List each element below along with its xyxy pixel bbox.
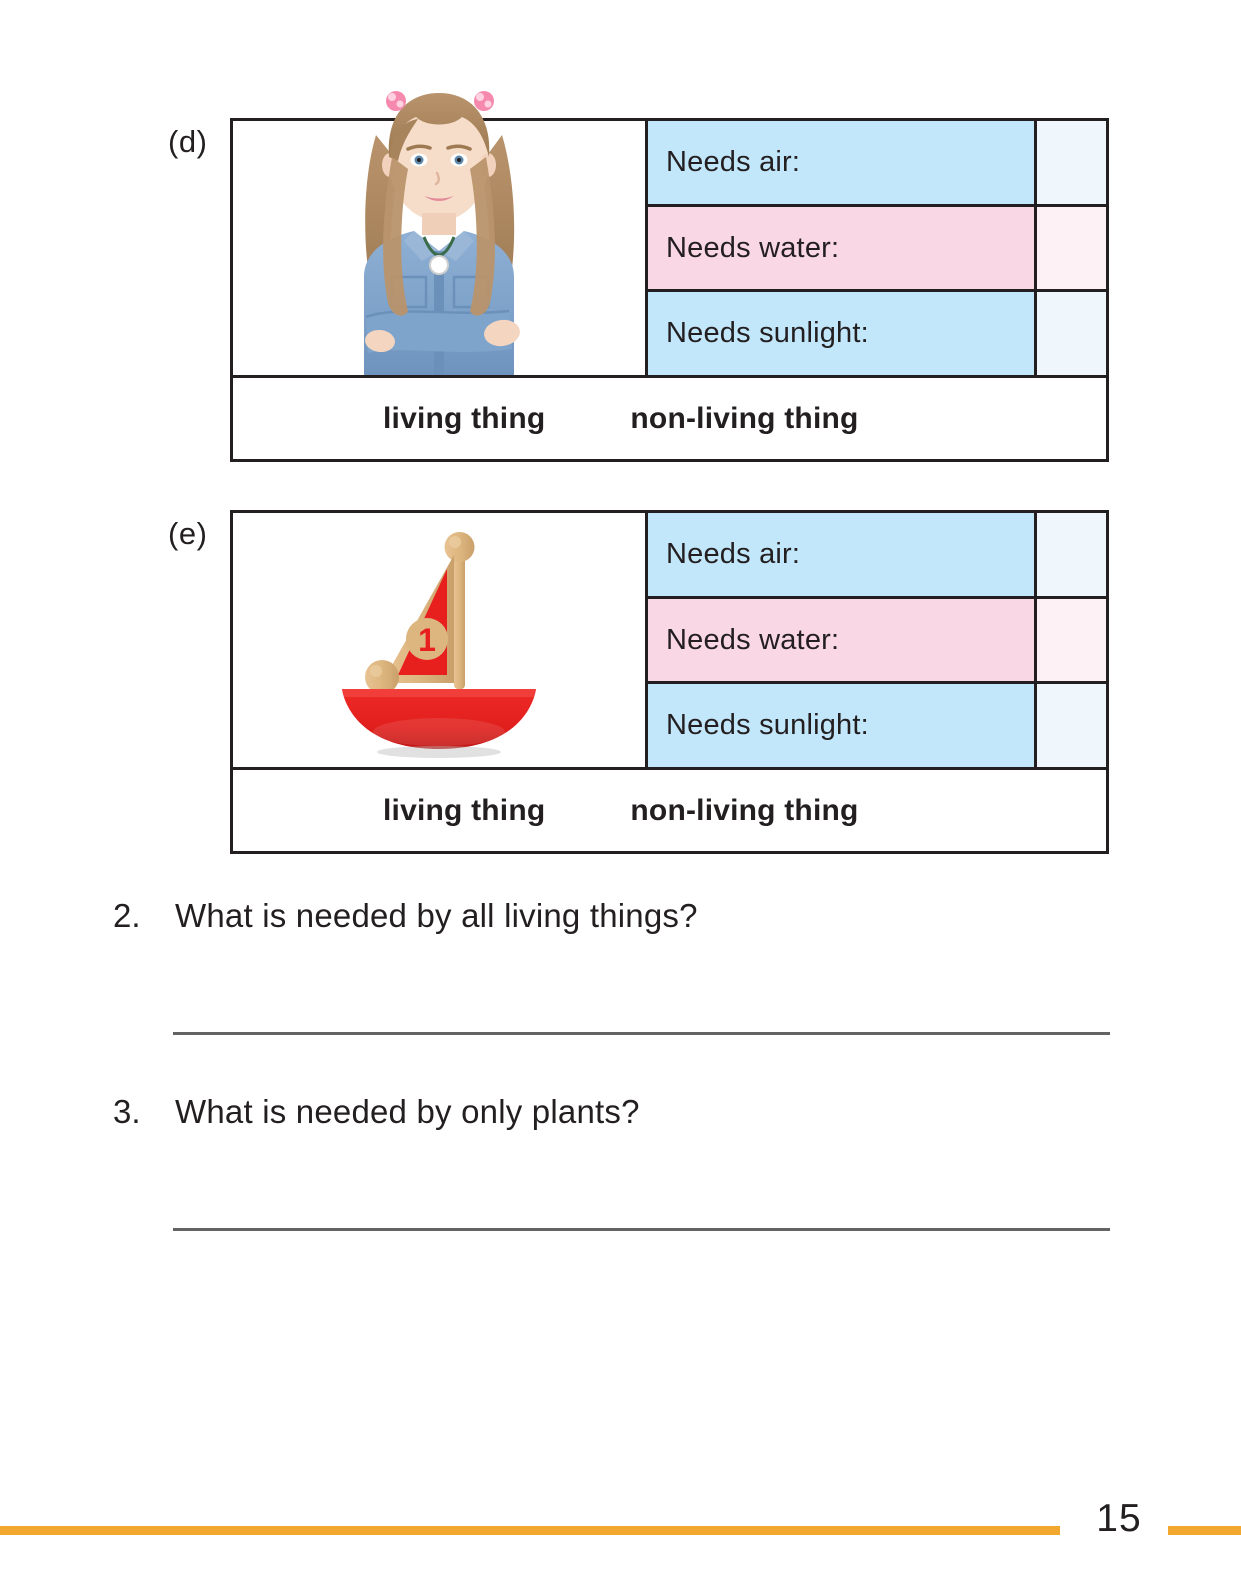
footer-rule-right: [1168, 1526, 1241, 1535]
question-2-text: What is needed by all living things?: [175, 897, 698, 934]
need-label-sunlight: Needs sunlight:: [648, 684, 1034, 767]
choice-row-d: [233, 375, 1106, 459]
need-label-water: Needs water:: [648, 599, 1034, 682]
picture-cell-d: [233, 121, 648, 375]
sail-number: 1: [418, 622, 436, 658]
need-answer-sunlight[interactable]: [1034, 292, 1106, 375]
classification-table-e: [230, 510, 1109, 854]
classification-table-d: [230, 118, 1109, 462]
table-upper-d: [233, 121, 1106, 375]
item-label-d: (d): [168, 124, 208, 159]
page-number: 15: [1096, 1497, 1142, 1540]
need-label-air: Needs air:: [648, 513, 1034, 596]
need-label-water: Needs water:: [648, 207, 1034, 290]
question-2-number: 2.: [113, 897, 141, 934]
need-answer-air[interactable]: [1034, 513, 1106, 596]
answer-line-2[interactable]: [173, 1032, 1110, 1035]
table-upper-e: [233, 513, 1106, 767]
answer-line-3[interactable]: [173, 1228, 1110, 1231]
item-block-d: [168, 118, 1141, 460]
item-label-e: (e): [168, 516, 208, 551]
question-3: [113, 1093, 1113, 1131]
need-row-sunlight: [648, 292, 1106, 375]
needs-rows-e: [648, 513, 1106, 767]
footer-rule-left: [0, 1526, 1060, 1535]
choice-living-thing[interactable]: living thing: [383, 793, 546, 827]
picture-cell-e: [233, 513, 648, 767]
need-row-air: [648, 121, 1106, 207]
choice-non-living-thing[interactable]: non-living thing: [630, 793, 859, 827]
need-label-sunlight: Needs sunlight:: [648, 292, 1034, 375]
question-2: [113, 897, 1113, 935]
girl-photo: [304, 65, 574, 375]
choice-non-living-thing[interactable]: non-living thing: [630, 401, 859, 435]
choice-row-e: [233, 767, 1106, 851]
need-row-water: [648, 207, 1106, 293]
need-label-air: Needs air:: [648, 121, 1034, 204]
need-row-water: [648, 599, 1106, 685]
item-block-e: [168, 510, 1141, 852]
need-answer-sunlight[interactable]: [1034, 684, 1106, 767]
toy-boat-photo: [314, 519, 564, 759]
question-3-text: What is needed by only plants?: [175, 1093, 640, 1130]
needs-rows-d: [648, 121, 1106, 375]
choice-living-thing[interactable]: living thing: [383, 401, 546, 435]
question-3-number: 3.: [113, 1093, 141, 1130]
need-row-air: [648, 513, 1106, 599]
need-answer-water[interactable]: [1034, 599, 1106, 682]
need-answer-water[interactable]: [1034, 207, 1106, 290]
need-answer-air[interactable]: [1034, 121, 1106, 204]
need-row-sunlight: [648, 684, 1106, 767]
